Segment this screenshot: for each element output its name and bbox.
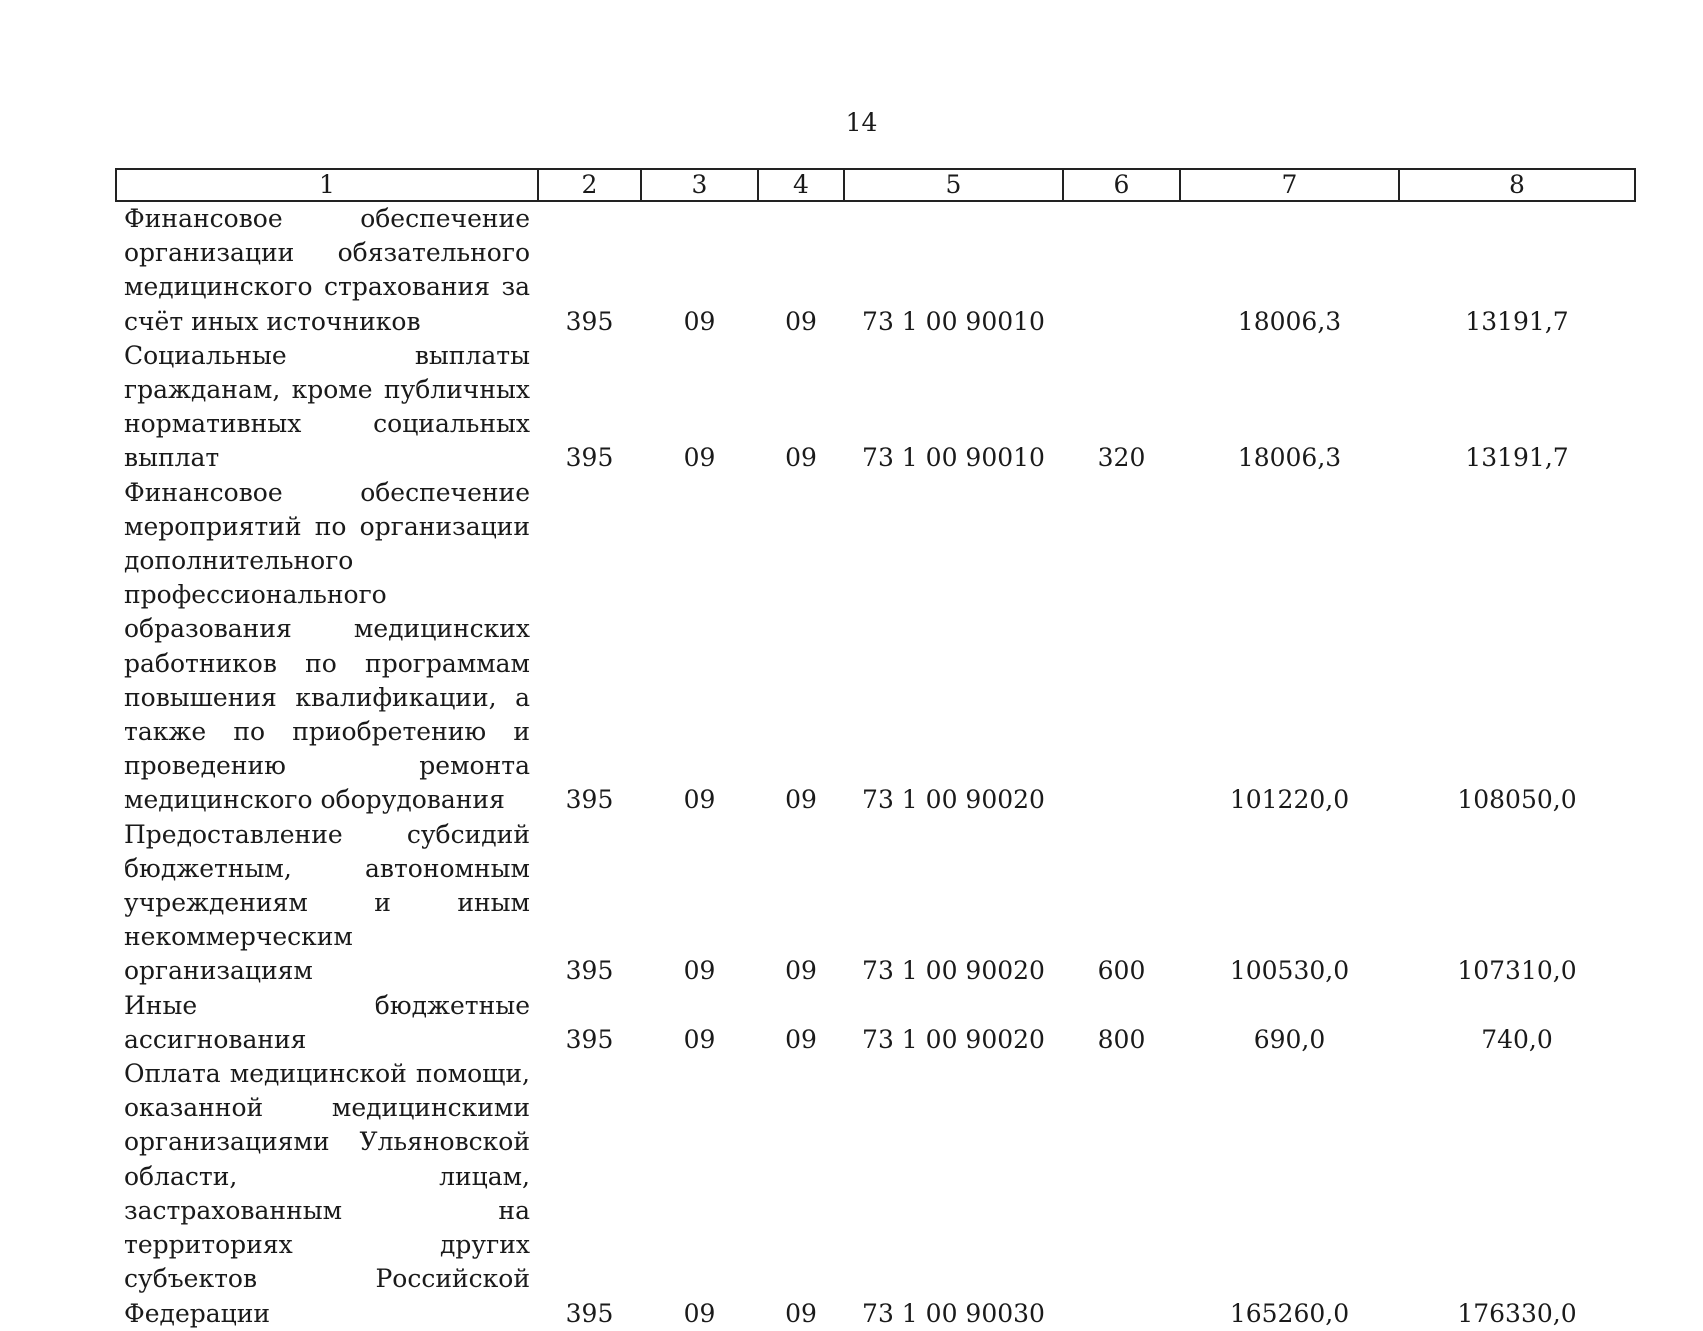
- cell-amount-year2: 13191,7: [1465, 443, 1569, 473]
- cell-amount-year1: 100530,0: [1229, 956, 1350, 986]
- cell-expense-type: 600: [1097, 956, 1146, 986]
- cell-ministry-code: 395: [565, 306, 614, 336]
- cell-amount-year1: 18006,3: [1237, 443, 1342, 473]
- cell-ministry-code: 395: [565, 1024, 614, 1054]
- cell-amount-year2: 108050,0: [1457, 785, 1577, 815]
- cell-target-article: 73 1 00 90010: [862, 443, 1045, 473]
- cell-ministry-code: 395: [565, 956, 614, 986]
- cell-subsection: 09: [785, 1024, 817, 1054]
- table-row: [116, 476, 1635, 818]
- cell-target-article: 73 1 00 90020: [862, 785, 1045, 815]
- table-row: [116, 989, 1635, 1057]
- row-description: Финансовое обеспечение организации обязательного медицинского страхования за счёт иных источников: [124, 204, 530, 336]
- cell-expense-type: [1063, 476, 1180, 818]
- cell-target-article: 73 1 00 90030: [862, 1298, 1045, 1328]
- cell-section: 09: [683, 956, 716, 986]
- page-number: 14: [845, 108, 878, 137]
- cell-subsection: 09: [785, 1298, 817, 1328]
- cell-target-article: 73 1 00 90010: [862, 306, 1045, 336]
- column-header: 7: [1180, 169, 1399, 201]
- column-header: 1: [116, 169, 538, 201]
- table-row: [116, 818, 1635, 989]
- row-description: Иные бюджетные ассигнования: [124, 990, 530, 1054]
- cell-amount-year1: 18006,3: [1237, 306, 1342, 336]
- table-row: [116, 339, 1635, 476]
- cell-subsection: 09: [785, 956, 817, 986]
- row-description: Финансовое обеспечение мероприятий по организации дополнительного профессионального образования медицинских работников по программам повышения квалификации, а также по приобретению и проведению ремонта медицинского оборудования: [124, 477, 530, 815]
- table-row: [116, 201, 1635, 339]
- cell-expense-type: [1063, 1057, 1180, 1331]
- cell-expense-type: [1063, 201, 1180, 339]
- cell-amount-year1: 101220,0: [1229, 785, 1350, 815]
- column-header: 6: [1063, 169, 1180, 201]
- cell-target-article: 73 1 00 90020: [862, 956, 1045, 986]
- cell-subsection: 09: [785, 443, 817, 473]
- column-header: 3: [641, 169, 758, 201]
- cell-amount-year2: 107310,0: [1457, 956, 1577, 986]
- column-header: 4: [758, 169, 844, 201]
- cell-subsection: 09: [785, 306, 817, 336]
- budget-table: [115, 168, 1636, 1331]
- column-header: 8: [1399, 169, 1635, 201]
- cell-amount-year2: 13191,7: [1465, 306, 1569, 336]
- cell-section: 09: [683, 306, 716, 336]
- cell-section: 09: [683, 1024, 716, 1054]
- cell-section: 09: [683, 1298, 716, 1328]
- cell-amount-year2: 740,0: [1481, 1024, 1553, 1054]
- row-description: Предоставление субсидий бюджетным, автономным учреждениям и иным некоммерческим организациям: [124, 819, 530, 986]
- cell-target-article: 73 1 00 90020: [862, 1024, 1045, 1054]
- column-header: 5: [844, 169, 1063, 201]
- cell-amount-year1: 690,0: [1253, 1024, 1326, 1054]
- cell-expense-type: 800: [1097, 1024, 1146, 1054]
- cell-amount-year1: 165260,0: [1229, 1298, 1350, 1328]
- cell-ministry-code: 395: [565, 785, 614, 815]
- cell-ministry-code: 395: [565, 443, 614, 473]
- row-description: Социальные выплаты гражданам, кроме публичных нормативных социальных выплат: [124, 340, 530, 473]
- cell-section: 09: [683, 443, 716, 473]
- cell-section: 09: [683, 785, 716, 815]
- column-header: 2: [538, 169, 641, 201]
- table-header-row: [116, 169, 1635, 201]
- row-description: Оплата медицинской помощи, оказанной медицинскими организациями Ульяновской области, лицам, застрахованным на территориях других субъектов Российской Федерации: [124, 1059, 530, 1328]
- cell-expense-type: 320: [1097, 443, 1146, 473]
- cell-ministry-code: 395: [565, 1298, 614, 1328]
- cell-amount-year2: 176330,0: [1457, 1298, 1577, 1328]
- table-row: [116, 1057, 1635, 1331]
- cell-subsection: 09: [785, 785, 817, 815]
